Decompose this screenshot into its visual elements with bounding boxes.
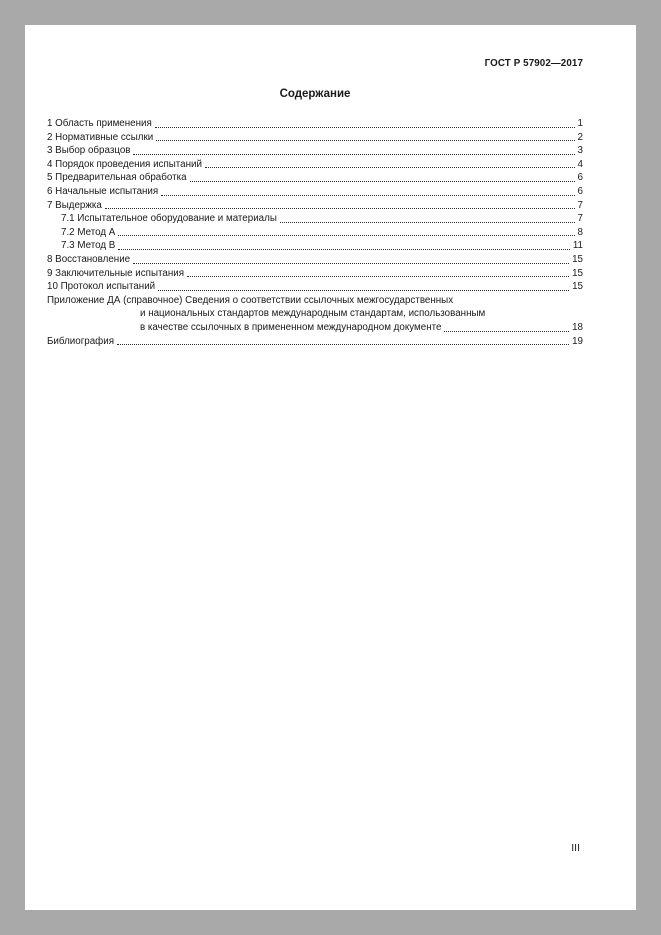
toc-entry-page-number: 8 [577, 226, 583, 238]
toc-entry-label: 1 Область применения [47, 118, 152, 129]
toc-entry-label: 3 Выбор образцов [47, 145, 131, 157]
toc-entry-label: 9 Заключительные испытания [47, 267, 185, 279]
toc-entry-label: 8 Восстановление [47, 253, 131, 265]
toc-dot-leader [133, 144, 574, 155]
toc-entry-label: 2 Нормативные ссылки [47, 131, 154, 143]
toc-entry-page-number: 3 [577, 145, 583, 157]
page-title: Содержание [279, 88, 351, 100]
toc-dot-leader [118, 226, 574, 237]
toc-entry-page-number: 15 [572, 253, 583, 265]
toc-entry [47, 117, 583, 131]
page-content [25, 25, 636, 348]
toc-entry-label: и национальных стандартов международным стандартам, использованным [140, 308, 486, 320]
toc-entry [47, 226, 583, 240]
toc-entry [47, 280, 583, 294]
toc-entry-page-number: 11 [572, 240, 583, 252]
toc-entry-page-number: 15 [572, 281, 583, 293]
toc-entry-page-number: 19 [572, 335, 583, 347]
toc-dot-leader [133, 253, 569, 264]
toc-entry-page-number: 18 [572, 321, 583, 333]
toc-entry [47, 212, 583, 226]
toc-entry-page-number: 15 [572, 267, 583, 279]
toc-entry-label: Библиография [47, 335, 115, 347]
toc-entry [47, 131, 583, 145]
toc-entry-page-number: 2 [577, 131, 583, 143]
toc-entry-label: 7.3 Метод В [61, 240, 116, 252]
toc-dot-leader [444, 321, 569, 332]
toc-entry [47, 185, 583, 199]
toc-entry-label: 4 Порядок проведения испытаний [47, 158, 202, 170]
toc-dot-leader [205, 158, 575, 169]
toc-dot-leader [161, 185, 574, 196]
toc-entry [47, 267, 583, 281]
toc-entry [47, 307, 583, 321]
toc-entry-page-number: 7 [577, 213, 583, 225]
toc-entry-page-number: 6 [577, 185, 583, 197]
toc-dot-leader [190, 171, 575, 182]
toc-dot-leader [118, 239, 570, 250]
toc-dot-leader [280, 212, 575, 223]
toc-entry [47, 144, 583, 158]
toc-dot-leader [155, 117, 575, 128]
document-page [25, 25, 636, 910]
toc-entry [47, 321, 583, 335]
toc-entry [47, 158, 583, 172]
toc-entry-label: 10 Протокол испытаний [47, 281, 156, 293]
toc-entry-label: 7 Выдержка [47, 199, 102, 211]
toc-dot-leader [117, 335, 569, 346]
toc-entry [47, 239, 583, 253]
toc-entry-label: Приложение ДА (справочное) Сведения о соответствии ссылочных межгосударственных [47, 294, 454, 306]
toc-dot-leader [156, 131, 574, 142]
page-number-footer: III [571, 842, 580, 854]
toc-dot-leader [187, 267, 569, 278]
toc-entry [47, 294, 583, 308]
toc-dot-leader [158, 280, 569, 291]
toc-entry-label: 6 Начальные испытания [47, 185, 159, 197]
toc-entry [47, 199, 583, 213]
toc-entry-label: 7.2 Метод А [61, 226, 116, 238]
toc-entry [47, 253, 583, 267]
toc-entry-label: 7.1 Испытательное оборудование и материалы [61, 213, 277, 225]
toc-entry-page-number: 6 [577, 172, 583, 184]
toc-entry-page-number: 7 [577, 199, 583, 211]
toc-entry [47, 335, 583, 349]
toc-entry-label: в качестве ссылочных в примененном международном документе [140, 321, 442, 333]
toc-entry-page-number: 4 [577, 158, 583, 170]
toc-dot-leader [105, 199, 575, 210]
document-code-header: ГОСТ Р 57902—2017 [484, 58, 583, 69]
toc-list [47, 117, 583, 348]
toc-entry-page-number: 1 [577, 118, 583, 129]
toc-entry-label: 5 Предварительная обработка [47, 172, 187, 184]
toc-entry [47, 171, 583, 185]
